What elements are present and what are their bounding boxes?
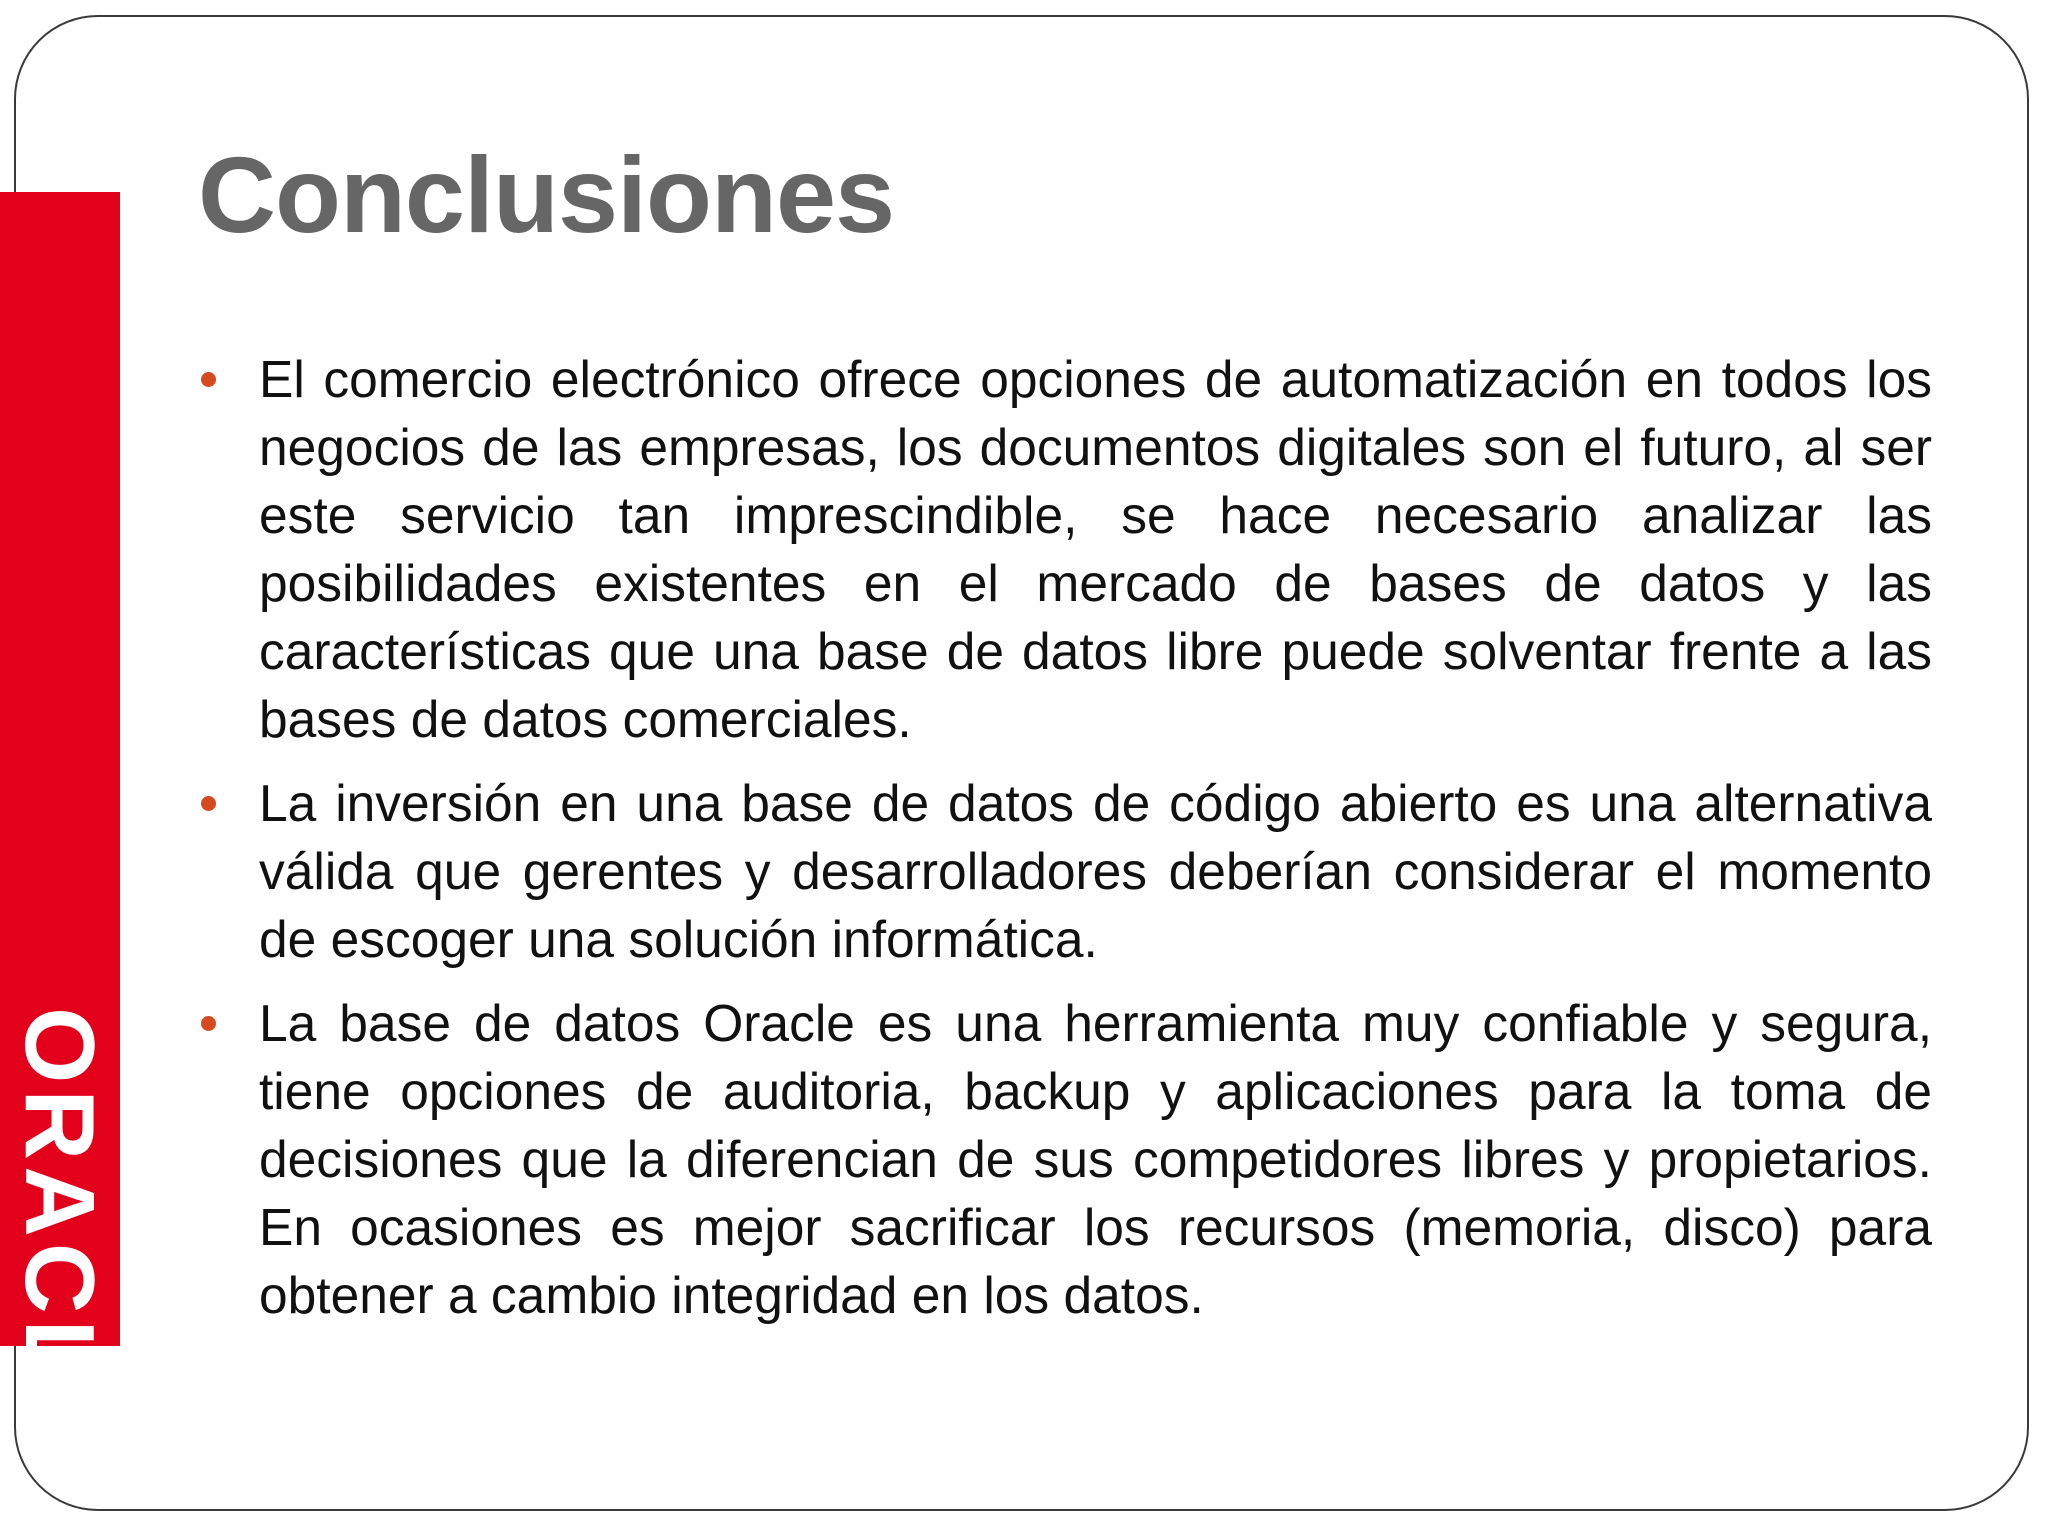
bullet-text: El comercio electrónico ofrece opciones de automatización en todos los negocios de las empresas, los documentos digitales son el futuro, al ser este servicio tan imprescindible, se hace necesario analizar las posibilidades existentes en el mercado de bases de datos y las características que una base de datos libre puede solventar frente a las bases de datos comerciales. <box>259 350 1932 748</box>
bullet-text: La inversión en una base de datos de código abierto es una alternativa válida que gerentes y desarrolladores deberían considerar el momento de escoger una solución informática. <box>259 774 1932 968</box>
bullet-dot-icon <box>201 1016 216 1031</box>
slide-title: Conclusiones <box>198 134 895 255</box>
oracle-logo: ORACLE <box>5 1007 115 1457</box>
bullet-item <box>200 989 1932 1329</box>
bullet-dot-icon <box>201 372 216 387</box>
bullet-text: La base de datos Oracle es una herramienta muy confiable y segura, tiene opciones de auditoria, backup y aplicaciones para la toma de decisiones que la diferencian de sus competidores libres y propietarios. En ocasiones es mejor sacrificar los recursos (memoria, disco) para obtener a cambio integridad en los datos. <box>259 994 1932 1324</box>
registered-mark-icon: ® <box>76 1472 94 1490</box>
bullet-item <box>200 345 1932 753</box>
bullet-dot-icon <box>201 796 216 811</box>
bullet-item <box>200 769 1932 973</box>
bullet-list <box>200 345 1932 1345</box>
brand-sidebar <box>0 192 120 1486</box>
